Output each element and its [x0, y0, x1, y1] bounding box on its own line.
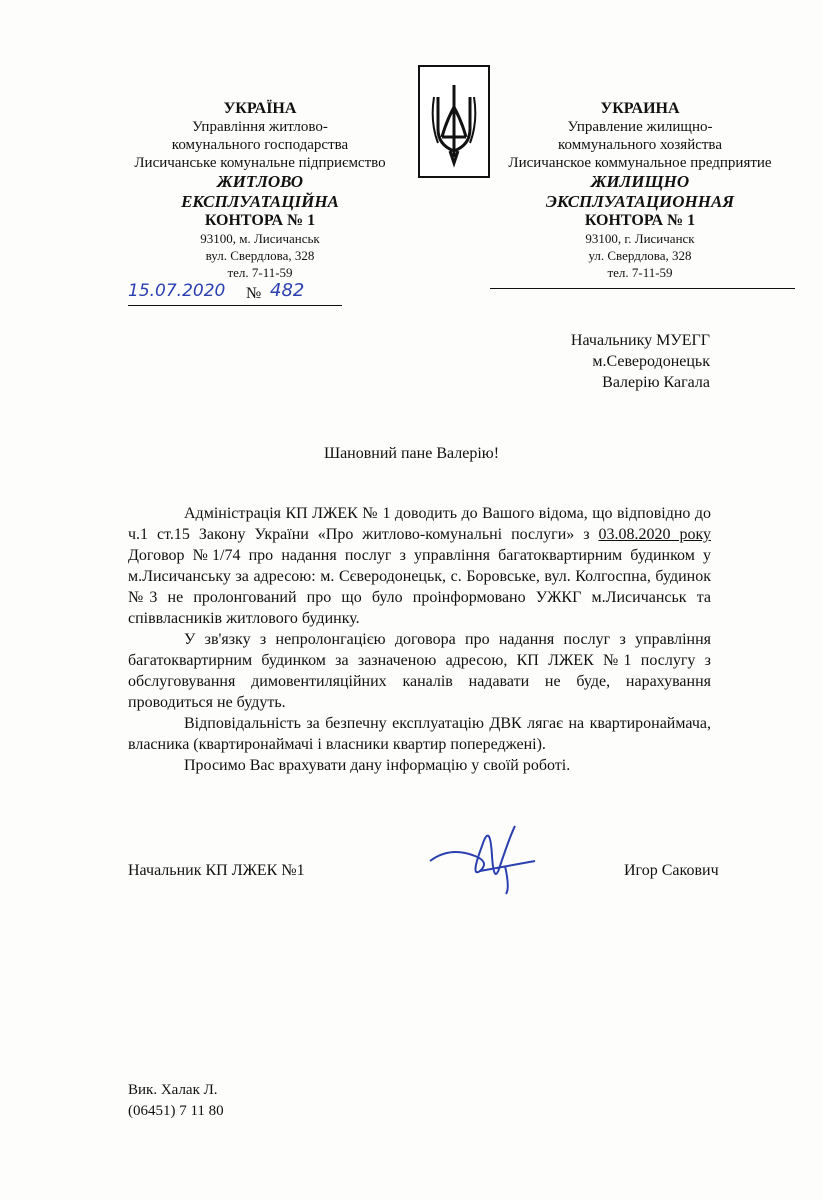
paragraph-1-start: Адміністрація КП ЛЖЕК № 1 доводить до Вашого відома, що відповідно до ч.1 ст.15 Закону України «Про житлово-комунальні послуги» з: [128, 505, 711, 543]
paragraph-4: Просимо Вас врахувати дану інформацію у своїй роботі.: [184, 757, 571, 774]
address-street: ул. Свердлова, 328: [588, 248, 692, 263]
handwritten-signature-icon: [420, 816, 540, 896]
number-sign: №: [246, 285, 262, 302]
addressee-name: Валерію Кагала: [602, 374, 710, 391]
address-city: 93100, м. Лисичанськ: [200, 231, 320, 246]
registration-number: 482: [270, 280, 305, 301]
addressee-title: Начальнику МУЕГГ: [570, 332, 710, 349]
dept-line-2: коммунального хозяйства: [558, 137, 722, 153]
phone: тел. 7-11-59: [227, 265, 293, 280]
executor-name: Вик. Халак Л.: [128, 1082, 218, 1098]
header-rule: [490, 288, 795, 289]
paragraph-1-end: Договор №1/74 про надання послуг з управління багатоквартирним будинком у м.Лисичанську за адресою: м. Сєверодонецьк, с. Боровське, вул. Колгоспна, будинок №3 не пролонгований про що було проінформовано УЖКГ м.Лисичанськ та співвласників житлового будинку.: [128, 547, 711, 627]
address-city: 93100, г. Лисичанск: [585, 231, 695, 246]
address-street: вул. Свердлова, 328: [205, 248, 315, 263]
country-ru: УКРАИНА: [600, 100, 680, 117]
greeting: Шановний пане Валерію!: [323, 445, 500, 462]
org-line-3: КОНТОРА № 1: [204, 212, 316, 229]
org-line-1: ЖИЛИЩНО: [590, 172, 690, 191]
dept-line-2: комунального господарства: [171, 137, 349, 153]
country-ua: УКРАЇНА: [223, 100, 297, 117]
letterhead-left: [110, 100, 410, 281]
paragraph-1: [128, 503, 711, 629]
dept-line-1: Управление жилищно-: [567, 119, 713, 135]
enterprise-line: Лисичанське комунальне підприємство: [134, 155, 386, 171]
executor-block: [128, 1080, 224, 1122]
registration-date: 15.07.2020: [128, 281, 226, 301]
org-line-1: ЖИТЛОВО: [217, 172, 303, 191]
org-line-3: КОНТОРА № 1: [584, 212, 696, 229]
addressee-city: м.Северодонецьк: [592, 353, 710, 370]
enterprise-line: Лисичанское коммунальное предприятие: [508, 155, 772, 171]
dept-line-1: Управління житлово-: [192, 119, 328, 135]
paragraph-3: Відповідальність за безпечну експлуатацію ДВК лягає на квартиронаймача, власника (квартиронаймачі і власники квартир попереджені).: [128, 715, 711, 753]
org-line-2: ЕКСПЛУАТАЦІЙНА: [181, 192, 339, 211]
executor-phone: (06451) 7 11 80: [128, 1103, 224, 1119]
signatory-name: Игор Сакович: [624, 862, 719, 879]
org-line-2: ЭКСПЛУАТАЦИОННАЯ: [545, 192, 735, 211]
phone: тел. 7-11-59: [607, 265, 673, 280]
signatory-role: Начальник КП ЛЖЕК №1: [128, 862, 305, 879]
letterhead-right: [480, 100, 800, 281]
paragraph-2: У зв'язку з непролонгацією договора про надання послуг з управління багатоквартирним будинком за зазначеною адресою, КП ЛЖЕК №1 послугу з обслуговування димовентиляційних каналів надавати не буде, нарахування проводиться не будуть.: [128, 631, 711, 711]
paragraph-1-date: 03.08.2020 року: [598, 526, 712, 543]
letter-body: [128, 503, 711, 776]
